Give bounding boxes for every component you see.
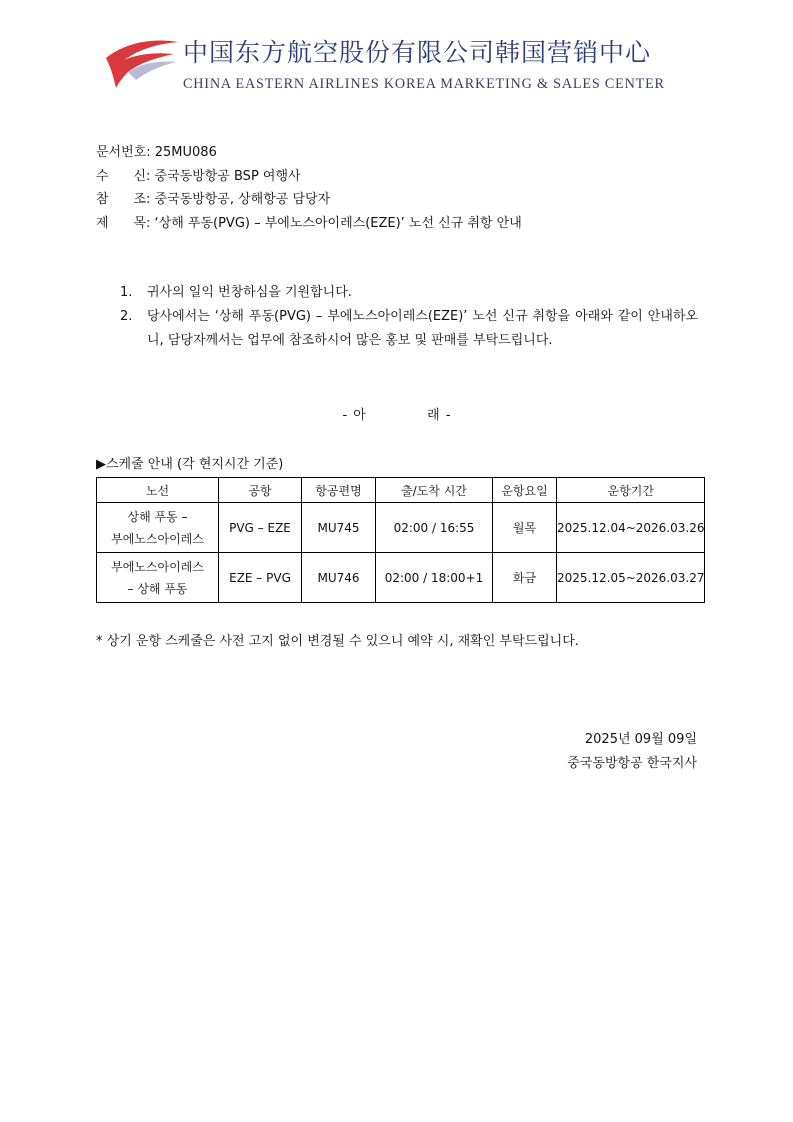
swallow-logo-icon bbox=[104, 36, 180, 90]
col-header-times: 출/도착 시간 bbox=[376, 478, 493, 503]
period-cell: 2025.12.05~2026.03.27 bbox=[557, 553, 705, 603]
cc-label: 참 조 bbox=[96, 192, 146, 208]
col-header-airport: 공항 bbox=[219, 478, 302, 503]
col-header-period: 운항기간 bbox=[557, 478, 705, 503]
schedule-table bbox=[96, 477, 705, 603]
signoff bbox=[567, 728, 697, 776]
airport-cell: EZE – PVG bbox=[219, 553, 302, 603]
doc-number-row: 문서번호 : 25MU086 bbox=[96, 141, 522, 165]
cc-value: 중국동방항공, 상해항공 담당자 bbox=[154, 192, 331, 208]
recipient-label: 수 신 bbox=[96, 168, 146, 184]
org-name-en: CHINA EASTERN AIRLINES KOREA MARKETING & SALES CENTER bbox=[183, 76, 665, 92]
col-header-flight: 항공편명 bbox=[302, 478, 376, 503]
cc-row: 참 조 : 중국동방항공, 상해항공 담당자 bbox=[96, 188, 522, 212]
col-header-days: 운항요일 bbox=[493, 478, 557, 503]
recipient-row: 수 신 : 중국동방항공 BSP 여행사 bbox=[96, 165, 522, 189]
footnote: * 상기 운항 스케줄은 사전 고지 없이 변경될 수 있으니 예약 시, 재확인 부탁드립니다. bbox=[96, 634, 579, 649]
days-cell: 월목 bbox=[493, 503, 557, 553]
doc-number-label: 문서번호 bbox=[96, 145, 147, 160]
subject-label: 제 목 bbox=[96, 215, 146, 231]
table-row bbox=[97, 503, 705, 553]
table-row bbox=[97, 553, 705, 603]
flight-cell: MU745 bbox=[302, 503, 376, 553]
body-list bbox=[120, 281, 698, 353]
signoff-date: 2025년 09월 09일 bbox=[584, 732, 697, 747]
list-item: 2. 당사에서는 ‘상해 푸동(PVG) – 부에노스아이레스(EZE)’ 노선 신규 취항을 아래와 같이 안내하오니, 담당자께서는 업무에 참조하시어 많은 홍보 및 판매를 부탁드립니다. bbox=[120, 309, 698, 348]
times-cell: 02:00 / 18:00+1 bbox=[376, 553, 493, 603]
days-cell: 화금 bbox=[493, 553, 557, 603]
doc-number-value: 25MU086 bbox=[154, 145, 217, 160]
col-header-route: 노선 bbox=[97, 478, 219, 503]
route-cell: 부에노스아이레스 – 상해 푸동 bbox=[97, 553, 219, 603]
list-item: 1. 귀사의 일익 번창하심을 기원합니다. bbox=[120, 285, 352, 300]
notice-heading: - 아 래 - bbox=[342, 408, 451, 423]
schedule-title: ▶스케줄 안내 (각 현지시간 기준) bbox=[96, 457, 284, 472]
recipient-value: 중국동방항공 BSP 여행사 bbox=[154, 168, 301, 184]
signoff-signer: 중국동방항공 한국지사 bbox=[567, 756, 697, 771]
flight-cell: MU746 bbox=[302, 553, 376, 603]
table-header-row bbox=[97, 478, 705, 503]
subject-row: 제 목 : ‘상해 푸동(PVG) – 부에노스아이레스(EZE)’ 노선 신규 취항 안내 bbox=[96, 212, 522, 236]
subject-value: ‘상해 푸동(PVG) – 부에노스아이레스(EZE)’ 노선 신규 취항 안내 bbox=[154, 215, 522, 231]
org-name-cn: 中国东方航空股份有限公司韩国营销中心 bbox=[183, 38, 652, 67]
times-cell: 02:00 / 16:55 bbox=[376, 503, 493, 553]
airport-cell: PVG – EZE bbox=[219, 503, 302, 553]
document-meta bbox=[96, 141, 522, 235]
period-cell: 2025.12.04~2026.03.26 bbox=[557, 503, 705, 553]
route-cell: 상해 푸동 – 부에노스아이레스 bbox=[97, 503, 219, 553]
letterhead bbox=[0, 0, 793, 100]
